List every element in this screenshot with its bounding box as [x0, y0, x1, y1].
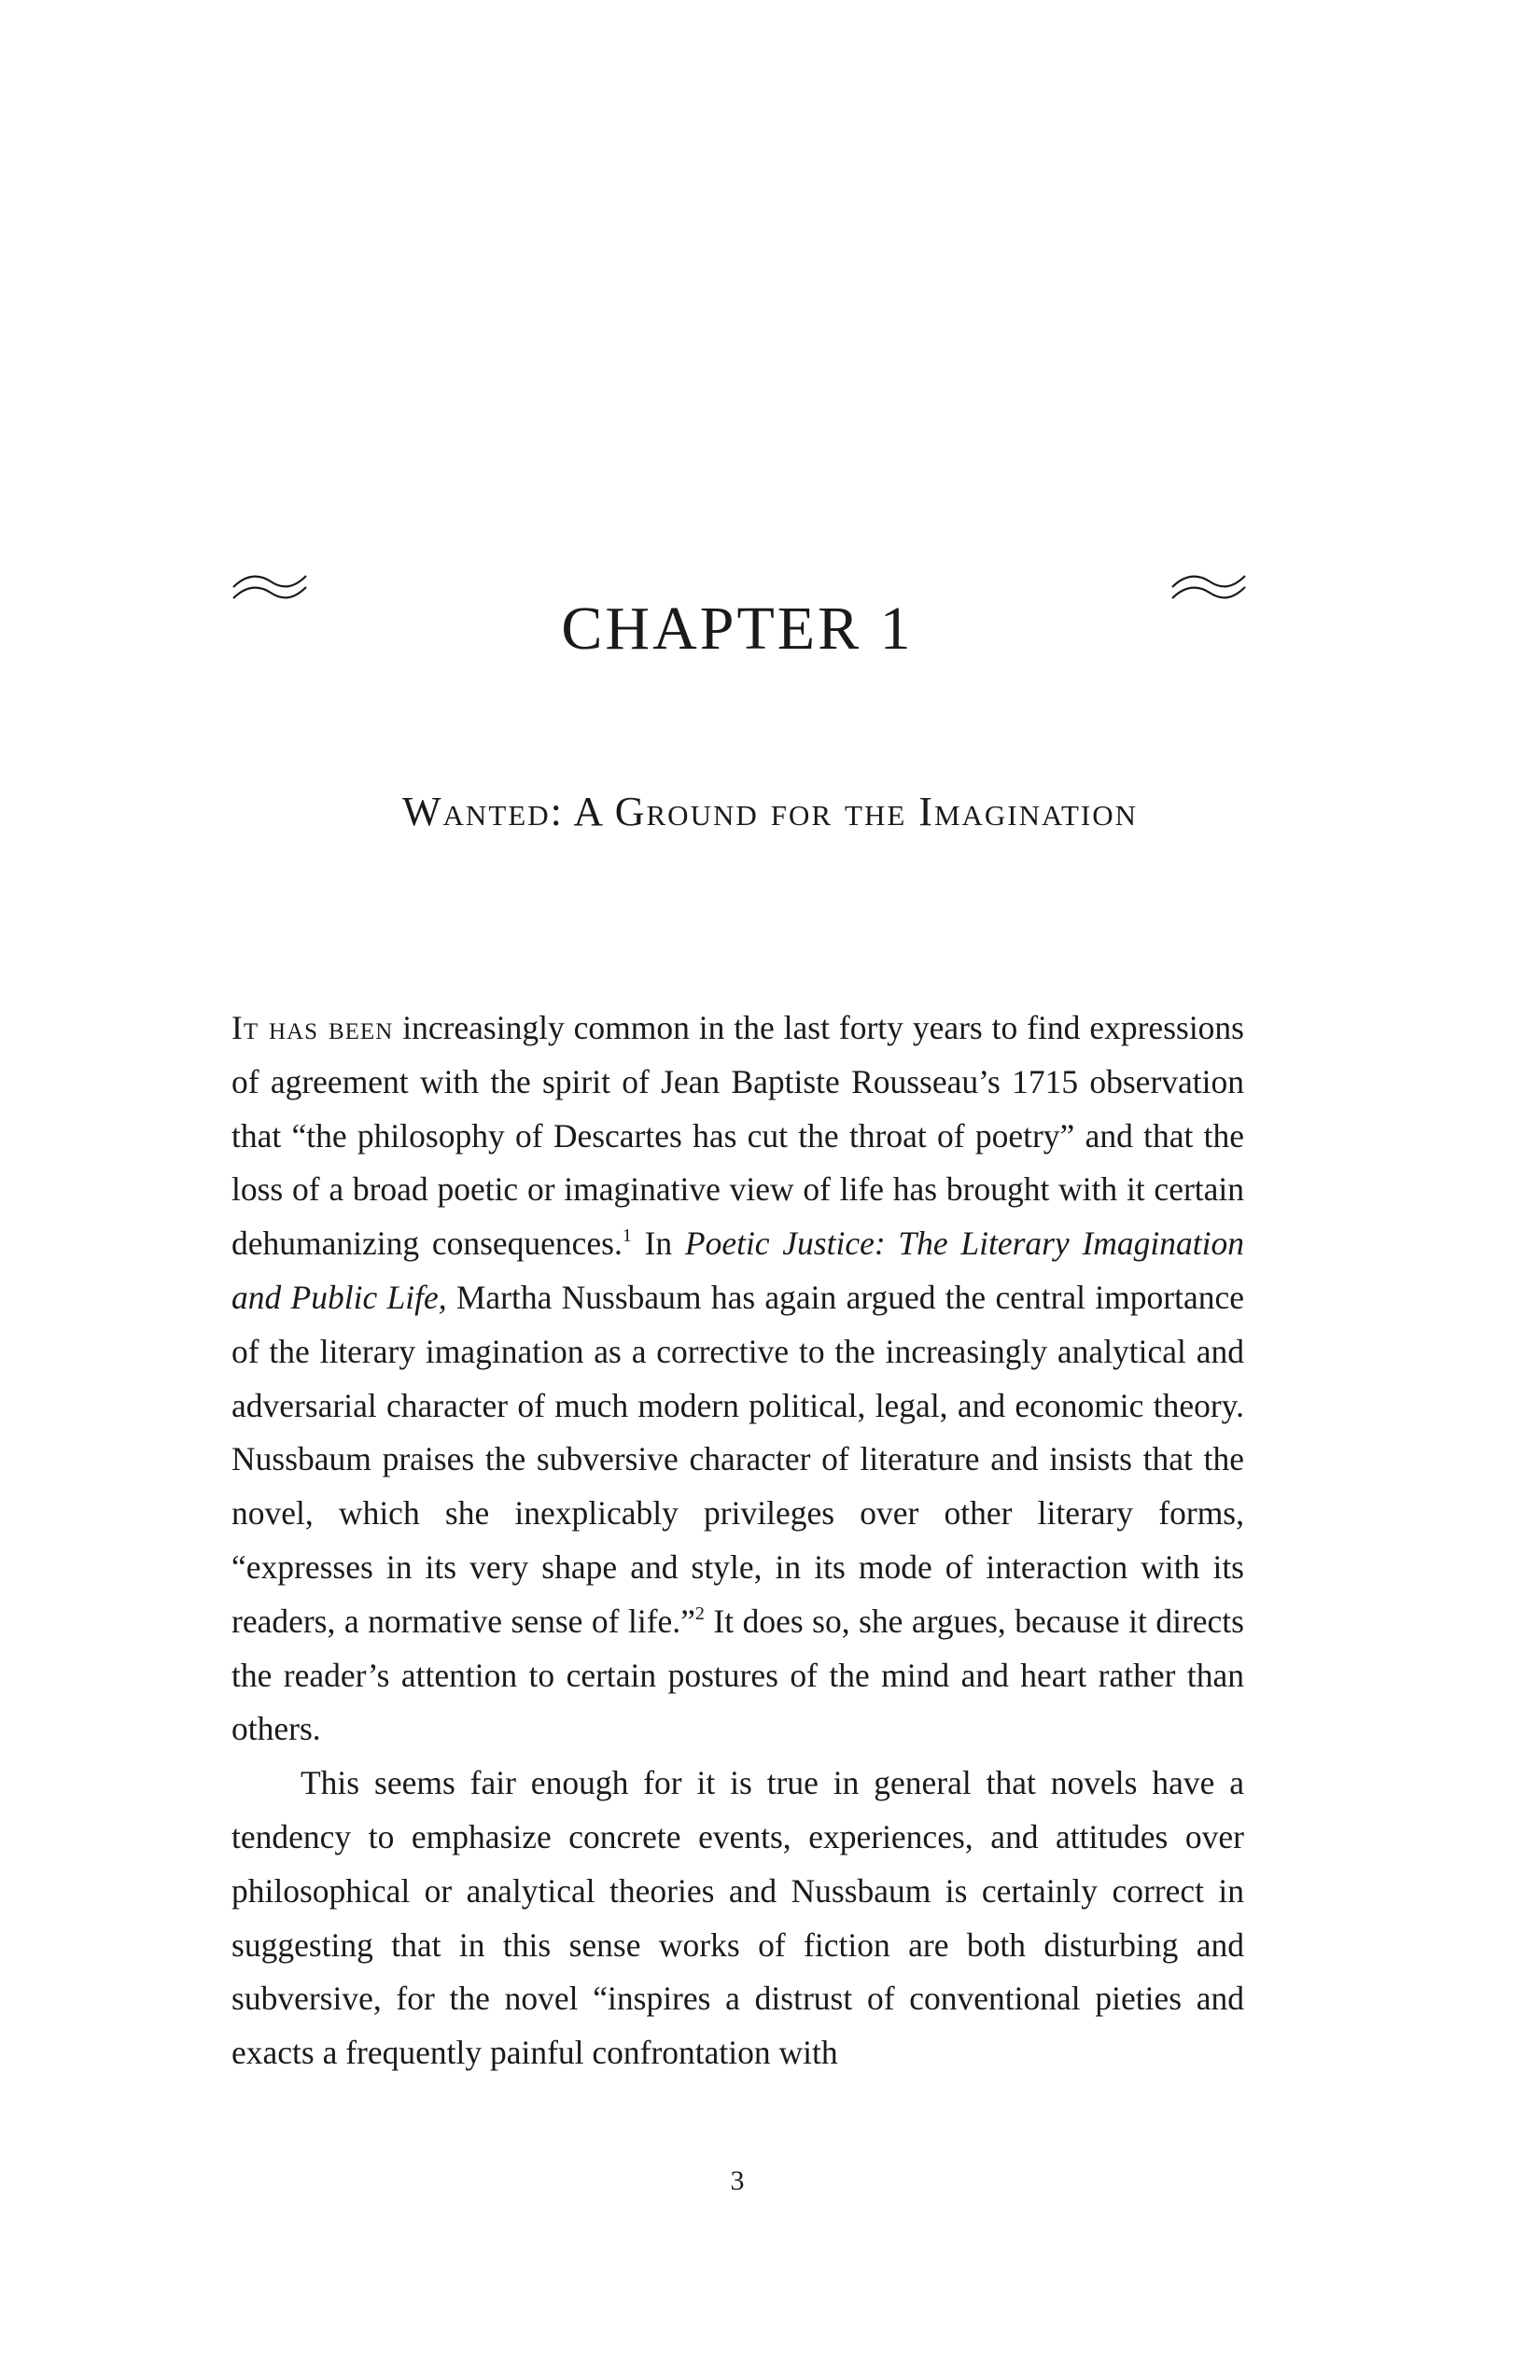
tilde-ornament-icon	[1167, 561, 1251, 617]
paragraph-1-text-b: In	[631, 1225, 685, 1263]
paragraph-1-text-a: increasingly common in the last forty years to find expressions of agreement with the spirit of Jean Baptiste Rousseau’s 1715 observation that “the philosophy of Descartes has cut the throat of poetry” and that the loss of a broad poetic or imaginative view of life has brought with it certain dehumanizing consequences.	[231, 1009, 1244, 1263]
footnote-marker-2: 2	[694, 1603, 705, 1624]
paragraph-1	[231, 1001, 1244, 1757]
chapter-heading-row	[224, 546, 1251, 664]
chapter-title: Wanted: A Ground for the Imagination	[402, 789, 1138, 834]
chapter-heading: CHAPTER 1	[561, 595, 914, 664]
book-title: Poetic Justice: The Literary Imagination and Public Life,	[231, 1225, 1244, 1316]
body-text	[231, 1001, 1244, 2080]
page-number: 3	[730, 2165, 745, 2196]
opening-smallcaps: It has been	[231, 1009, 394, 1046]
paragraph-1-text-d: It does so, she argues, because it directs the reader’s attention to certain postures of the mind and heart rather than others.	[231, 1602, 1244, 1748]
paragraph-2: This seems fair enough for it is true in general that novels have a tendency to emphasize concrete events, experiences, and attitudes over philosophical or analytical theories and Nussbaum is certainly correct in suggesting that in this sense works of fiction are both disturbing and subversive, for the novel “inspires a distrust of conventional pieties and exacts a frequently painful confrontation with	[231, 1764, 1244, 2072]
footnote-marker-1: 1	[622, 1225, 632, 1247]
paragraph-1-text-c: Martha Nussbaum has again argued the central importance of the literary imagination as a corrective to the increasingly analytical and adversarial character of much modern political, legal, and economic theory. Nussbaum praises the subversive character of literature and insists that the novel, which she inexplicably privileges over other literary forms, “expresses in its very shape and style, in its mode of interaction with its readers, a normative sense of life.”	[231, 1278, 1244, 1640]
